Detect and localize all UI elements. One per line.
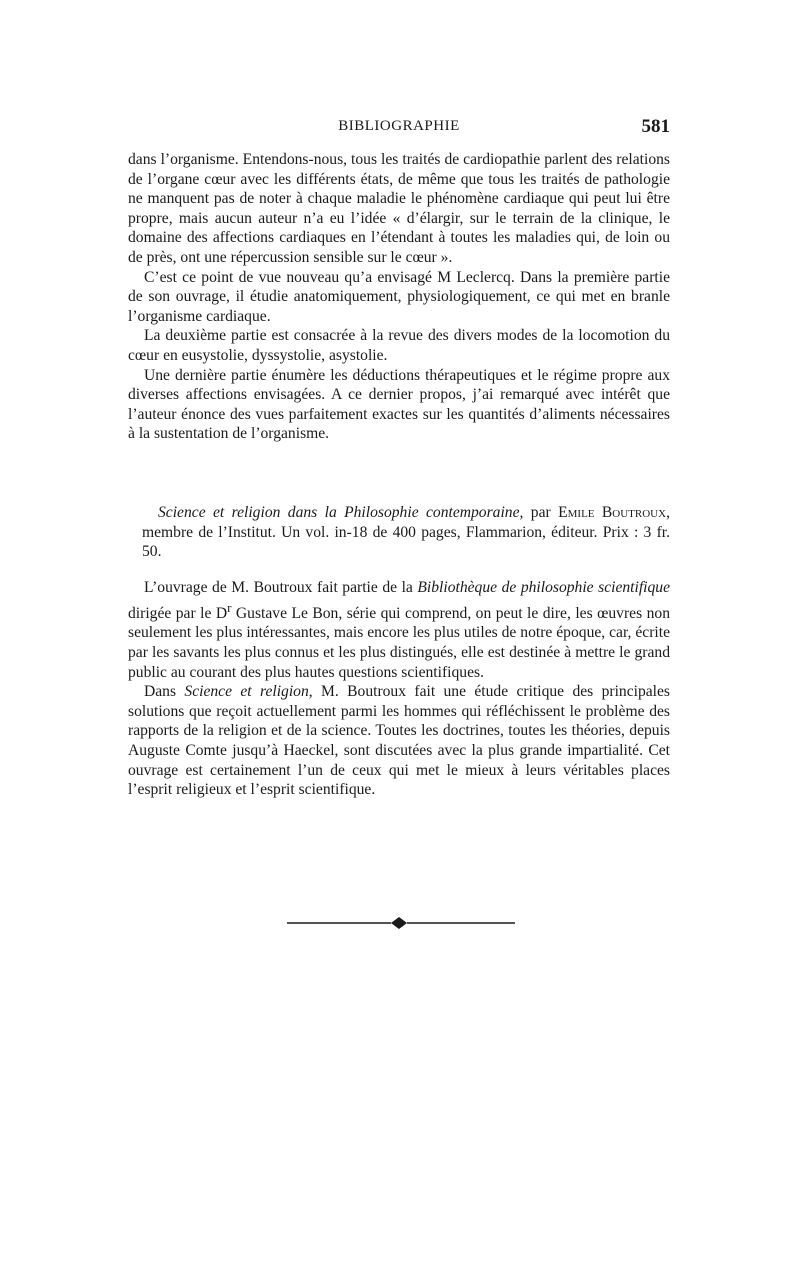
author-last-name: Boutroux <box>601 504 667 521</box>
text-run: , M. Boutroux fait une étude critique des principales solutions que reçoit actuellement parmi les hommes qui réfléchissent le problème des rapports de la religion et de la science. Toutes les doctrines, toutes les théories, depuis Auguste Comte jusqu’à Haeckel, sont discutées avec la plus grande impartialité. Cet ouvrage est certainement l’un de ceux qui met le mieux à leurs véritables places l’esprit religieux et l’esprit scientifique. <box>128 683 670 799</box>
text-run: L’ouvrage de M. Boutroux fait partie de la <box>144 579 418 596</box>
by-word: par <box>530 504 551 521</box>
text-run: dirigée par le D <box>128 604 228 622</box>
section-divider-ornament <box>287 916 515 930</box>
author-first-name: Emile <box>558 504 595 521</box>
book-reference <box>128 503 670 562</box>
paragraph <box>128 578 670 682</box>
review-science-religion-text <box>128 578 670 800</box>
paragraph: Une dernière partie énumère les déductions thérapeutiques et le régime propre aux diverses affections envisagées. A ce dernier propos, j’ai remarqué avec intérêt que l’auteur énonce des vues parfaitement exactes sur les quantités d’aliments nécessaires à la sustentation de l’organisme. <box>128 366 670 443</box>
text-run: Gustave Le Bon, série qui comprend, on peut le dire, les œuvres non seulement les plus intéressantes, mais encore les plus utiles de notre époque, car, écrite par les savants les plus connus et les plus distingués, elle est destinée à mettre le grand public au courant des plus hautes questions scientifiques. <box>128 604 670 681</box>
paragraph: dans l’organisme. Entendons-nous, tous les traités de cardiopathie parlent des relations de l’organe cœur avec les différents états, de même que tous les traités de pathologie ne manquent pas de noter à chaque maladie le phénomène cardiaque qui peut lui être propre, mais aucun auteur n’a eu l’idée « d’élargir, sur le terrain de la clinique, le domaine des affections cardiaques en l’étendant à toutes les maladies qui, de loin ou de près, ont une répercussion sensible sur le cœur ». <box>128 151 670 266</box>
paragraph: La deuxième partie est consacrée à la revue des divers modes de la locomotion du cœur en eusystolie, dyssystolie, asystolie. <box>128 327 670 364</box>
review-cardiology-text <box>128 150 670 444</box>
text-run: Dans <box>144 683 185 701</box>
book-title: Science et religion dans la Philosophie contemporaine, <box>158 504 524 521</box>
book-title-inline: Science et religion <box>184 683 309 701</box>
page-number: 581 <box>641 116 670 137</box>
superscript: r <box>227 599 232 615</box>
paragraph: C’est ce point de vue nouveau qu’a envisagé M Leclercq. Dans la première partie de son ouvrage, il étudie anatomiquement, physiologiquement, ce qui met en branle l’organisme cardiaque. <box>128 268 670 325</box>
running-head <box>128 116 670 140</box>
running-title: BIBLIOGRAPHIE <box>338 118 460 134</box>
series-title: Bibliothèque de philosophie scientifique <box>417 579 671 596</box>
review-heading <box>128 503 670 562</box>
book-details: , membre de l’Institut. Un vol. in-18 de 400 pages, Flammarion, éditeur. Prix : 3 fr. 50. <box>142 504 670 561</box>
paragraph <box>128 682 670 800</box>
